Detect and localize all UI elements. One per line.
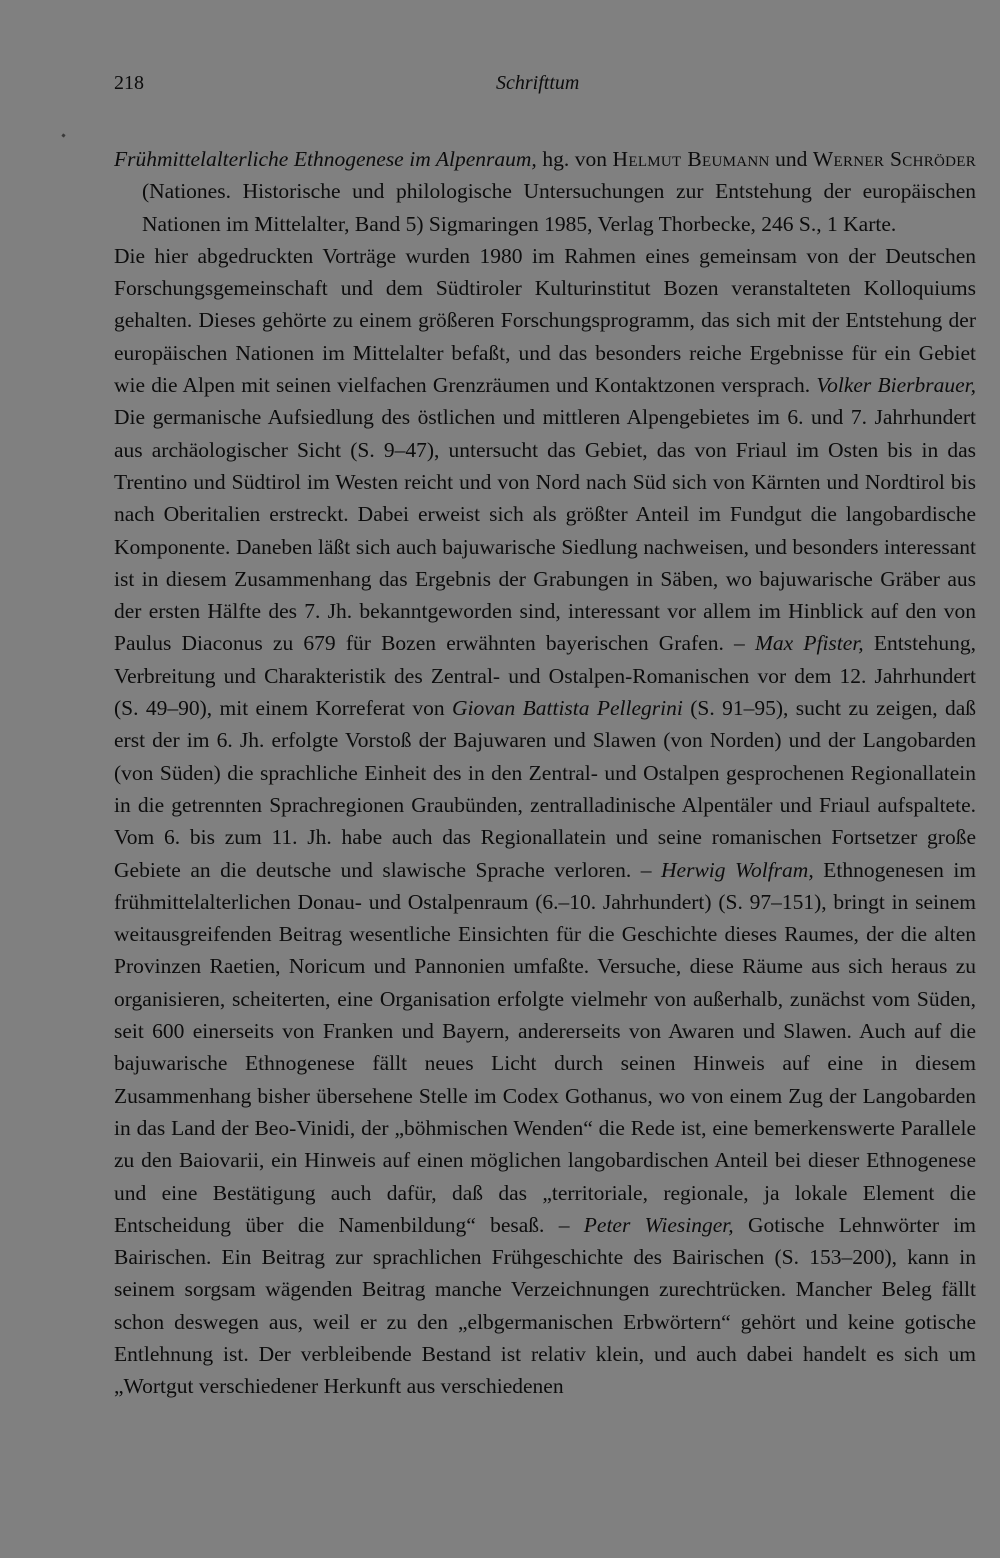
review-text: Die germanische Aufsiedlung des östlichen und mittleren Alpengebietes im 6. und 7. Jahrhundert aus archäologischer Sicht (S. 9–47), untersucht das Gebiet, das von Friaul im Osten bis in das Trentino und Südtirol im Westen reicht und von Nord nach Süd sich von Kärnten und Nordtirol bis nach Oberitalien erstreckt. Dabei erweist sich als größter Anteil im Fundgut die langobardische Komponente. Daneben läßt sich auch bajuwarische Siedlung nachweisen, und besonders interessant ist in diesem Zusammenhang das Ergebnis der Grabungen in Säben, wo bajuwarische Gräber aus der ersten Hälfte des 7. Jh. bekanntgeworden sind, interessant vor allem im Hinblick auf den von Paulus Diaconus zu 679 für Bozen erwähnten bayerischen Grafen. – xyxy=(114,405,976,656)
review-text: Entstehung, Verbreitung und Charakteristik des Zentral- und Ostalpen-Romanischen vor dem 12. Jahrhundert (S. 49–90), mit einem Korreferat von xyxy=(114,631,976,721)
review-text: Ethnogenesen im frühmittelalterlichen Donau- und Ostalpenraum (6.–10. Jahrhundert) (S. 97–151), bringt in seinem weitausgreifenden Beitrag wesentliche Einsichten für die Geschichte dieses Raumes, der die alten Provinzen Raetien, Noricum und Pannonien umfaßte. Versuche, diese Räume aus sich heraus zu organisieren, scheiterten, eine Organisation erfolgte vielmehr von außerhalb, zunächst vom Süden, seit 600 einerseits von Franken und Bayern, andererseits von Awaren und Slawen. Auch auf die bajuwarische Ethnogenese fällt neues Licht durch seinen Hinweis auf eine in diesem Zusammenhang bisher übersehene Stelle im Codex Gothanus, wo von einem Zug der Langobarden in das Land der Beo-Vinidi, der „böhmischen Wenden“ die Rede ist, eine bemerkenswerte Parallele zu den Baiovarii, ein Hinweis auf einen möglichen langobardischen Anteil bei dieser Ethnogenese und eine Bestätigung auch dafür, daß das „territoriale, regionale, ja lokale Element die Entscheidung über die Namenbildung“ besaß. – xyxy=(114,857,977,1237)
review-text: (S. 91–95), sucht zu zeigen, daß erst der im 6. Jh. erfolgte Vorstoß der Bajuwaren und Slawen (von Norden) und der Langobarden (von Süden) die sprachliche Einheit des in den Zentral- und Ostalpen gesprochenen Regionallatein in die getrennten Sprachregionen Graubünden, zentralladinische Alpentäler und Friaul aufspaltete. Vom 6. bis zum 11. Jh. habe auch das Regionallatein und seine romanischen Fortsetzer große Gebiete an die deutsche und slawische Sprache verloren. – xyxy=(114,696,977,882)
running-head: Schrifttum xyxy=(496,72,580,94)
page-header xyxy=(114,72,894,102)
contributor-name: Volker Bierbrauer, xyxy=(816,373,976,398)
editor-prefix: hg. von xyxy=(542,147,607,171)
review-paragraph xyxy=(114,240,976,1403)
conjunction: und xyxy=(775,147,808,171)
review-text: Die hier abgedruckten Vorträge wurden 1980 im Rahmen eines gemeinsam von der Deutschen Forschungsgemeinschaft und dem Südtiroler Kulturinstitut Bozen veranstalteten Kolloquiums gehalten. Dieses gehörte zu einem größeren Forschungsprogramm, das sich mit der Entstehung der europäischen Nationen im Mittelalter befaßt, und das besonders reiche Ergebnisse für ein Gebiet wie die Alpen mit seinen vielfachen Grenzräumen und Kontaktzonen versprach. xyxy=(114,243,976,398)
page-number: 218 xyxy=(114,72,144,94)
bibliographic-citation xyxy=(114,143,976,240)
contributor-name: Herwig Wolfram, xyxy=(661,857,814,882)
book-title: Frühmittelalterliche Ethnogenese im Alpenraum, xyxy=(114,147,537,171)
contributor-name: Max Pfister, xyxy=(754,631,864,656)
review-text: Gotische Lehnwörter im Bairischen. Ein Beitrag zur sprachlichen Frühgeschichte des Bairischen (S. 153–200), kann in seinem sorgsam wägenden Beitrag manche Verzeichnungen zurechtrücken. Mancher Beleg fällt schon deswegen aus, weil er zu den „elbgermanischen Erbwörtern“ gehört und keine gotische Entlehnung ist. Der verbleibende Bestand ist relativ klein, und auch dabei handelt es sich um „Wortgut verschiedener Herkunft aus verschiedenen xyxy=(114,1212,976,1399)
editor-name: Helmut Beumann xyxy=(612,147,770,171)
editor-name: Werner Schröder xyxy=(812,147,977,171)
citation-details: (Nationes. Historische und philologische Untersuchungen zur Entstehung der europäischen Nationen im Mittelalter, Band 5) Sigmaringen 1985, Verlag Thorbecke, 246 S., 1 Karte. xyxy=(142,179,976,236)
contributor-name: Giovan Battista Pellegrini xyxy=(451,696,683,721)
main-text xyxy=(114,143,976,1403)
contributor-name: Peter Wiesinger, xyxy=(583,1212,734,1237)
scan-speck xyxy=(61,133,65,137)
